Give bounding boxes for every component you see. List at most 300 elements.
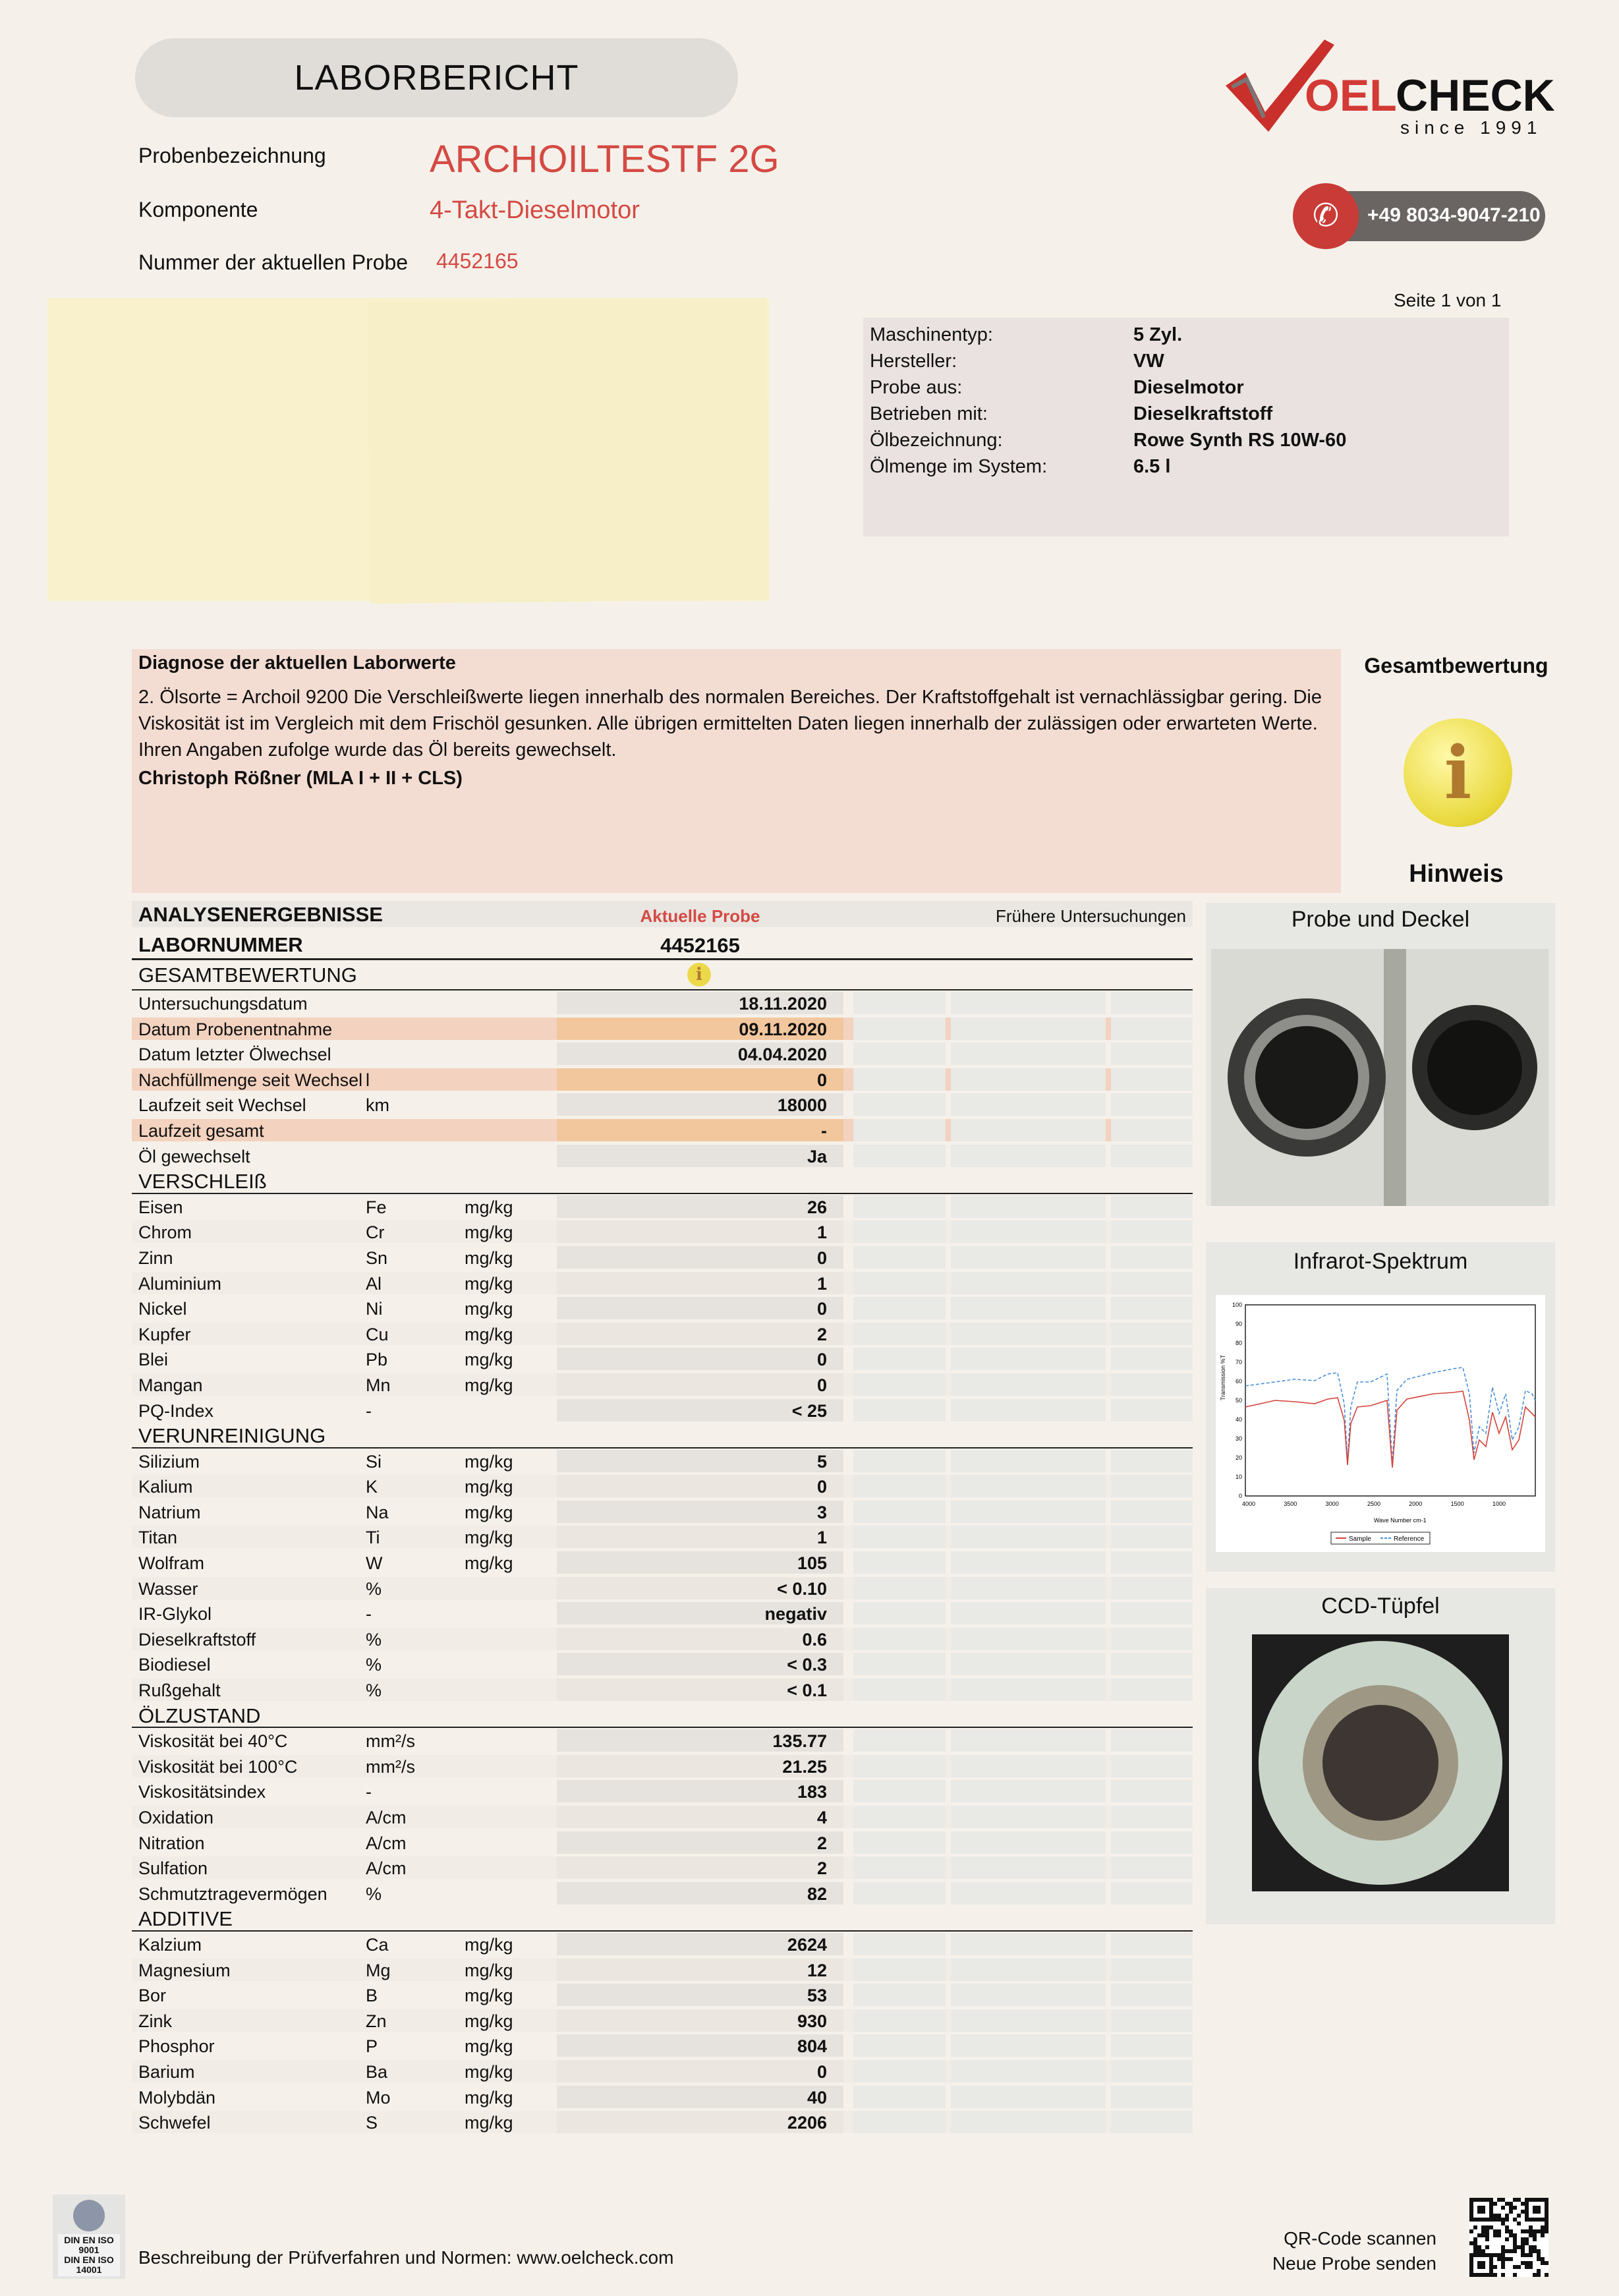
iso-line: 14001 [76,2264,102,2275]
history-cell [951,1602,1106,1624]
ir-y-tick: 50 [1235,1397,1242,1404]
table-body [132,990,1193,2135]
row-value: 1 [816,1528,827,1548]
row-value: 3 [816,1502,827,1522]
ir-x-tick: 3500 [1284,1501,1297,1507]
history-cell [853,1933,946,1955]
row-value: 0 [816,2061,827,2082]
history-cell [853,1628,946,1650]
row-value: 4 [816,1808,827,1827]
history-cell [853,1373,946,1396]
table-row [132,1041,1193,1067]
row-name: Barium [138,2061,195,2082]
phone-number: +49 8034-9047-210 [1367,204,1541,226]
history-cell [951,2111,1106,2133]
row-value: < 0.1 [787,1680,827,1701]
ir-xlabel: Wave Number cm-1 [1374,1517,1427,1524]
history-cell [1111,1628,1193,1650]
row-value: 930 [797,2011,827,2031]
history-cell [951,1577,1106,1599]
history-cell [951,1348,1106,1370]
row-name: Kalium [138,1477,193,1497]
row-name: PQ-Index [138,1400,214,1421]
row-value: 2 [816,1858,827,1879]
table-row [132,1271,1193,1296]
row-value: 2624 [787,1934,827,1955]
table-row [132,1118,1193,1143]
diagnose-heading: Diagnose der aktuellen Laborwerte [138,652,456,674]
history-cell [1111,1501,1193,1523]
history-cell [853,992,946,1014]
row-symbol: Mg [366,1960,391,1980]
row-name: Wasser [138,1578,198,1599]
row-name: Molybdän [138,2087,216,2108]
history-cell [951,1501,1106,1523]
history-cell [951,2060,1106,2082]
row-value: 5 [816,1451,827,1472]
history-cell [853,1399,946,1421]
history-cell [1111,1551,1193,1574]
row-unit: mg/kg [465,1248,513,1268]
ir-x-tick: 1500 [1450,1501,1464,1507]
row-unit: mg/kg [465,1960,513,1980]
history-cell [853,1856,946,1879]
history-cell [1111,1220,1193,1243]
history-cell [853,1959,946,1981]
section-title: VERUNREINIGUNG [138,1424,326,1448]
row-value: < 25 [791,1400,827,1421]
row-unit: mg/kg [465,2113,513,2133]
ir-x-tick: 2500 [1367,1501,1381,1507]
probe-title: Probe und Deckel [1291,907,1470,932]
history-cell [853,1780,946,1802]
hinweis-label: Hinweis [1409,860,1504,888]
ir-y-tick: 20 [1235,1454,1242,1461]
row-name: Oxidation [138,1808,214,1827]
row-symbol: Ca [366,1934,389,1955]
history-cell [853,1119,946,1141]
row-value: < 0.3 [787,1655,827,1675]
row-name: Eisen [138,1197,183,1217]
row-symbol: % [366,1883,382,1904]
history-cell [951,1882,1106,1905]
history-cell [853,1729,946,1752]
table-row [132,1576,1193,1601]
history-cell [951,1551,1106,1574]
row-name: Magnesium [138,1960,231,1980]
table-row [132,1754,1193,1779]
history-cell [1111,1755,1193,1777]
table-row [132,1372,1193,1398]
row-value: 183 [797,1782,827,1802]
history-cell [853,1450,946,1472]
row-symbol: K [366,1477,378,1497]
history-cell [853,1348,946,1370]
machine-row: Ölmenge im System: 6.5 l [870,456,1171,477]
table-row [132,1016,1193,1042]
history-cell [853,1018,946,1040]
history-cell [853,1093,946,1116]
logo-brand-a: OEL [1305,71,1397,121]
row-name: Viskositätsindex [138,1782,266,1802]
ccd-photo [1252,1634,1509,1891]
row-value: 53 [807,1986,827,2006]
history-cell [853,1831,946,1854]
table-row [132,1398,1193,1423]
history-cell [1111,2009,1193,2032]
history-cell [951,1119,1106,1141]
ir-y-tick: 40 [1235,1416,1242,1423]
row-value: 0 [816,1248,827,1268]
row-symbol: B [366,1986,378,2006]
qr-line1: QR-Code scannen [1284,2228,1436,2249]
row-unit: mg/kg [465,1375,513,1395]
row-symbol: Cu [366,1324,389,1344]
history-cell [1111,1959,1193,1981]
history-cell [1111,992,1193,1014]
machine-row: Ölbezeichnung: Rowe Synth RS 10W-60 [870,430,1347,451]
row-symbol: l [366,1070,370,1090]
ir-spectrum-svg [1216,1295,1545,1552]
history-cell [1111,1780,1193,1802]
checkmark-icon [1219,33,1555,145]
row-value: 12 [807,1960,827,1980]
komponente-value: 4-Takt-Dieselmotor [430,196,640,224]
history-cell [1111,1043,1193,1065]
table-row [132,1601,1193,1626]
row-unit: mg/kg [465,1273,513,1294]
footer-beschreibung[interactable]: Beschreibung der Prüfverfahren und Normen: www.oelcheck.com [138,2247,674,2268]
logo-brand-b: CHECK [1396,71,1555,121]
row-value: 0 [816,1070,827,1090]
row-value: 135.77 [772,1731,827,1752]
section-header [132,1703,1193,1729]
history-cell [1111,1984,1193,2006]
row-value: 09.11.2020 [739,1019,827,1039]
row-name: Mangan [138,1375,203,1395]
row-value: Ja [807,1146,827,1166]
history-cell [1111,1348,1193,1370]
gesamtbewertung-row [132,960,1193,990]
table-row [132,1067,1193,1093]
row-symbol: P [366,2036,378,2057]
table-row [132,1499,1193,1525]
history-cell [853,1475,946,1497]
table-row [132,1143,1193,1169]
row-name: Laufzeit seit Wechsel [138,1095,306,1116]
table-row [132,1219,1193,1245]
history-cell [951,1831,1106,1854]
row-symbol: Pb [366,1350,388,1370]
history-cell [951,1729,1106,1752]
row-name: Untersuchungsdatum [138,994,308,1014]
ir-title: Infrarot-Spektrum [1293,1249,1468,1274]
history-cell [1111,1882,1193,1905]
history-cell [1111,1729,1193,1752]
row-symbol: A/cm [366,1858,407,1879]
history-cell [853,1806,946,1828]
ir-x-tick: 4000 [1241,1501,1256,1507]
history-cell [951,1806,1106,1828]
history-cell [1111,1577,1193,1599]
row-symbol: Ba [366,2061,388,2082]
history-cell [951,1984,1106,2006]
history-cell [951,1780,1106,1802]
ir-y-tick: 80 [1235,1340,1242,1346]
row-name: Schmutztragevermögen [138,1883,327,1904]
row-name: Laufzeit gesamt [138,1120,264,1141]
ir-y-tick: 0 [1238,1493,1242,1499]
history-cell [853,2111,946,2133]
row-name: Aluminium [138,1273,222,1294]
history-cell [951,2086,1106,2108]
history-cell [951,1856,1106,1879]
row-value: 82 [807,1883,827,1904]
table-row [132,1524,1193,1550]
nummer-label: Nummer der aktuellen Probe [138,250,409,274]
history-cell [853,1526,946,1548]
table-row [132,990,1193,1016]
row-value: 2 [816,1324,827,1344]
row-symbol: Ti [366,1528,380,1548]
table-row [132,1982,1193,2008]
history-cell [951,1373,1106,1396]
row-name: Dieselkraftstoff [138,1629,256,1650]
table-row [132,1677,1193,1703]
row-name: Nickel [138,1299,187,1319]
history-cell [1111,1272,1193,1294]
history-cell [853,1043,946,1065]
ir-y-tick: 100 [1232,1302,1242,1308]
iso-badge [53,2195,125,2279]
row-symbol: Si [366,1451,382,1472]
history-cell [951,1297,1106,1319]
history-cell [1111,1653,1193,1675]
history-cell [951,1220,1106,1243]
history-cell [951,1018,1106,1040]
qr-code[interactable] [1469,2198,1548,2277]
history-cell [951,1959,1106,1981]
history-cell [951,1679,1106,1701]
row-value: 804 [797,2036,827,2057]
row-unit: mg/kg [465,1553,513,1574]
table-row [132,1830,1193,1856]
row-value: 18000 [777,1095,827,1116]
row-symbol: Ni [366,1299,383,1319]
history-cell [1111,1119,1193,1141]
row-symbol: - [366,1400,372,1421]
row-symbol: mm²/s [366,1756,415,1777]
row-name: Öl gewechselt [138,1146,250,1166]
row-unit: mg/kg [465,1451,513,1472]
history-cell [951,1399,1106,1421]
row-name: Viskosität bei 40°C [138,1731,288,1752]
row-symbol: Mn [366,1375,391,1395]
row-unit: mg/kg [465,1197,513,1217]
history-cell [853,1220,946,1243]
section-header [132,1423,1193,1449]
table-row [132,2033,1193,2059]
row-unit: mg/kg [465,2036,513,2057]
row-symbol: mm²/s [366,1731,415,1752]
row-name: Datum Probenentnahme [138,1019,333,1039]
history-cell [1111,1526,1193,1548]
history-cell [1111,1145,1193,1167]
history-cell [853,1145,946,1167]
table-row [132,1550,1193,1576]
row-unit: mg/kg [465,1350,513,1370]
history-cell [853,1501,946,1523]
nummer-value: 4452165 [436,249,519,273]
qr-line2: Neue Probe senden [1272,2253,1436,2274]
row-unit: mg/kg [465,2087,513,2108]
history-cell [853,1577,946,1599]
history-cell [951,1755,1106,1777]
history-cell [1111,2086,1193,2108]
history-cell [1111,1093,1193,1116]
row-value: 105 [797,1553,827,1574]
history-cell [853,1068,946,1091]
history-cell [1111,1399,1193,1421]
phone-icon: ✆ [1293,183,1359,249]
gesamtbewertung-heading: Gesamtbewertung [1364,654,1548,677]
ccd-title: CCD-Tüpfel [1321,1593,1440,1619]
table-row [132,1296,1193,1321]
row-unit: mg/kg [465,1934,513,1955]
history-cell [951,1323,1106,1345]
section-header [132,1906,1193,1932]
iso-line: DIN EN ISO [64,2235,114,2245]
labornummer-label: LABORNUMMER [138,933,303,956]
row-unit: mg/kg [465,1986,513,2006]
row-name: Datum letzter Ölwechsel [138,1045,331,1065]
row-name: Kalzium [138,1934,202,1955]
history-cell [853,1272,946,1294]
history-cell [1111,1475,1193,1497]
table-row [132,1728,1193,1754]
table-row [132,1932,1193,1957]
history-cell [951,1526,1106,1548]
history-cell [853,1246,946,1269]
row-unit: mg/kg [465,1477,513,1497]
row-value: 0 [816,1477,827,1497]
row-name: Schwefel [138,2113,211,2133]
redaction-sheet-2 [368,298,770,604]
history-cell [951,1628,1106,1650]
row-name: Natrium [138,1502,201,1522]
row-name: Rußgehalt [138,1680,221,1701]
ir-legend-reference: Reference [1394,1535,1425,1543]
row-name: Bor [138,1986,167,2006]
diagnose-signature: Christoph Rößner (MLA I + II + CLS) [138,768,463,789]
row-symbol: - [366,1782,372,1802]
history-cell [1111,1373,1193,1396]
table-row [132,2059,1193,2084]
table-row [132,1092,1193,1118]
row-name: Phosphor [138,2036,215,2057]
history-cell [1111,1297,1193,1319]
row-name: Biodiesel [138,1655,211,1675]
table-row [132,1779,1193,1804]
probenbezeichnung-value: ARCHOILTESTF 2G [430,138,780,181]
table-row [132,1321,1193,1347]
row-name: Titan [138,1528,178,1548]
history-cell [853,1297,946,1319]
row-value: 1 [816,1222,827,1243]
table-info-icon: i [687,963,711,987]
row-symbol: A/cm [366,1833,407,1853]
ir-ylabel: Transmission %T [1220,1354,1226,1400]
row-symbol: - [366,1604,372,1624]
row-symbol: W [366,1553,383,1574]
history-cell [853,2060,946,2082]
history-cell [951,1068,1106,1091]
history-cell [951,1246,1106,1269]
history-cell [951,1933,1106,1955]
labornummer-value: 4452165 [660,934,740,957]
history-cell [951,1475,1106,1497]
ir-x-tick: 2000 [1409,1501,1423,1507]
table-row [132,2109,1193,2135]
history-cell [951,2009,1106,2032]
qr-caption [1226,2226,1436,2276]
history-cell [853,1984,946,2006]
history-cell [1111,1856,1193,1879]
history-cell [951,1653,1106,1675]
table-row [132,2008,1193,2034]
history-cell [1111,1933,1193,1955]
probe-photo [1211,949,1548,1206]
ir-y-tick: 30 [1235,1435,1242,1442]
table-row [132,1474,1193,1499]
row-value: 0 [816,1299,827,1319]
table-row [132,1855,1193,1881]
row-name: Sulfation [138,1858,208,1879]
section-title: VERSCHLEIß [138,1170,267,1193]
row-name: Viskosität bei 100°C [138,1756,298,1777]
history-cell [951,1043,1106,1065]
section-title: ÖLZUSTAND [138,1704,261,1727]
gesamtbewertung-label: GESAMTBEWERTUNG [138,963,357,987]
row-symbol: % [366,1578,382,1599]
row-name: Zink [138,2011,173,2031]
table-row [132,1346,1193,1372]
history-cell [1111,1018,1193,1040]
row-value: 26 [807,1197,827,1217]
row-value: 2 [816,1833,827,1853]
row-unit: mg/kg [465,1222,513,1243]
row-name: Wolfram [138,1553,205,1574]
history-cell [1111,1450,1193,1472]
history-cell [951,1450,1106,1472]
page-title: LABORBERICHT [294,58,579,98]
row-unit: mg/kg [465,1502,513,1522]
table-row [132,1245,1193,1271]
row-value: 40 [807,2087,827,2108]
iso-line: DIN EN ISO [64,2254,114,2265]
history-cell [1111,1602,1193,1624]
row-name: Chrom [138,1222,192,1243]
history-cell [853,2086,946,2108]
row-value: - [821,1120,827,1141]
results-table [132,900,1193,2135]
row-value: 0 [816,1375,827,1395]
diagnose-text: 2. Ölsorte = Archoil 9200 Die Verschleißwerte liegen innerhalb des normalen Bereiches. Der Kraftstoffgehalt ist vernachlässigbar gering. Die Viskosität ist im Vergleich mit dem Frischöl gesunken. Alle übrigen ermittelten Daten liegen innerhalb der zulässigen oder erwarteten Werte. Ihren Angaben zufolge wurde das Öl bereits gewechselt. [138,687,1322,761]
row-symbol: S [366,2113,378,2133]
fruehere-untersuchungen-label: Frühere Untersuchungen [995,906,1186,926]
row-symbol: Cr [366,1222,385,1243]
analysenergebnisse-heading: ANALYSENERGEBNISSE [138,903,383,926]
